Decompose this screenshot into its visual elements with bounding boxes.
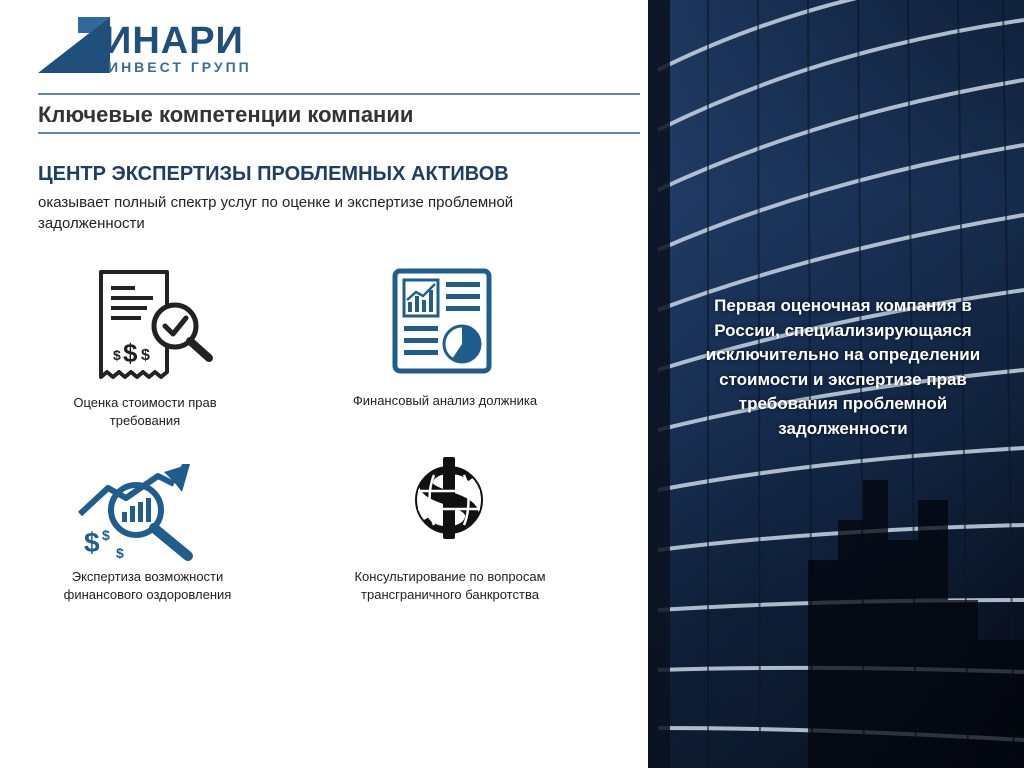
dollar-globe-icon [412, 455, 486, 541]
logo-mark-icon [38, 17, 110, 73]
logo-name: ИНАРИ [104, 20, 244, 62]
growth-chart-magnifier-icon [78, 462, 196, 562]
svg-text:$: $ [123, 338, 138, 368]
competency-label-financial-recovery: Экспертиза возможности финансового оздоровления [63, 569, 232, 602]
logo-subtitle: ИНВЕСТ ГРУПП [108, 59, 252, 75]
document-money-magnifier-icon [85, 262, 215, 386]
divider-top [38, 93, 640, 95]
company-logo [38, 17, 288, 77]
svg-text:$: $ [84, 527, 100, 558]
page-title: Ключевые компетенции компании [38, 102, 414, 127]
center-description: оказывает полный спектр услуг по оценке и экспертизе проблемной задолженности [38, 194, 514, 232]
company-statement: Первая оценочная компания в России, специализирующаяся исключительно на определении стоимости и экспертизе прав требования проблемной задолженности [705, 296, 981, 438]
center-title: ЦЕНТР ЭКСПЕРТИЗЫ ПРОБЛЕМНЫХ АКТИВОВ [38, 163, 509, 185]
competency-label-valuation: Оценка стоимости прав требования [73, 395, 217, 428]
svg-text:$: $ [116, 545, 124, 561]
svg-text:$: $ [141, 347, 150, 364]
svg-text:$: $ [102, 527, 110, 543]
financial-report-icon [392, 268, 492, 374]
divider-bottom [38, 132, 640, 134]
competency-label-financial-analysis: Финансовый анализ должника [352, 393, 538, 408]
svg-text:$: $ [113, 347, 121, 363]
competency-label-cross-border-bankruptcy: Консультирование по вопросам трансграничного банкротства [354, 569, 546, 602]
